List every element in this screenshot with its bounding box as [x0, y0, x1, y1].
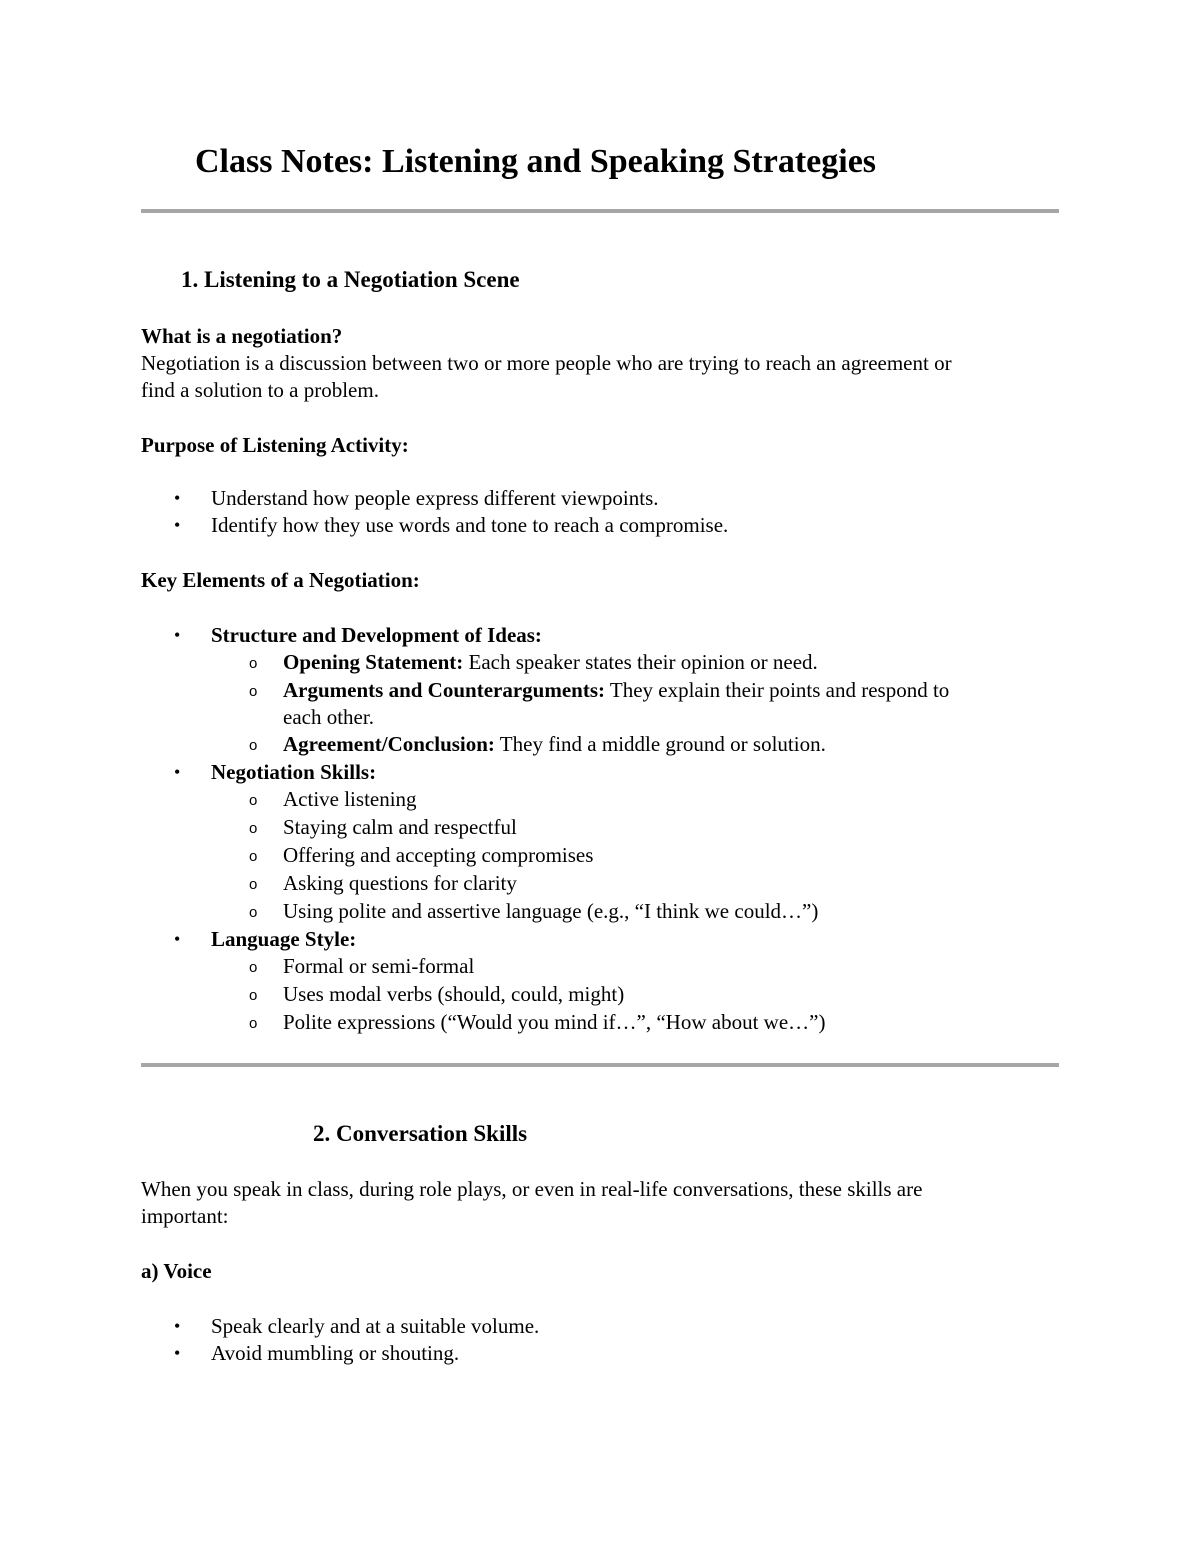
- horizontal-rule: [141, 1063, 1059, 1067]
- list-item: [283, 731, 826, 758]
- sub-bullet-icon: o: [249, 737, 258, 754]
- sub-bullet-icon: o: [249, 820, 258, 837]
- sub-bullet-icon: o: [249, 1015, 258, 1032]
- list-item: Active listening: [283, 787, 417, 811]
- definition-line: find a solution to a problem.: [141, 378, 379, 402]
- sub-bullet-icon: o: [249, 959, 258, 976]
- key-elements-label: Key Elements of a Negotiation:: [141, 568, 420, 592]
- section-heading-conversation: 2. Conversation Skills: [313, 1121, 528, 1146]
- list-item-continuation: each other.: [283, 705, 374, 729]
- section-heading-listening: 1. Listening to a Negotiation Scene: [181, 267, 520, 292]
- style-label: Language Style:: [211, 927, 357, 951]
- skills-label: Negotiation Skills:: [211, 760, 377, 784]
- definition-line: Negotiation is a discussion between two or more people who are trying to reach an agreement or: [141, 351, 952, 375]
- sub-bullet-icon: o: [249, 904, 258, 921]
- list-item: Staying calm and respectful: [283, 815, 517, 839]
- page-title: Class Notes: Listening and Speaking Strategies: [195, 143, 877, 180]
- list-item: Asking questions for clarity: [283, 871, 517, 895]
- bullet-icon: •: [174, 1343, 181, 1363]
- horizontal-rule: [141, 209, 1059, 213]
- what-is-negotiation-label: What is a negotiation?: [141, 324, 343, 348]
- purpose-label: Purpose of Listening Activity:: [141, 433, 409, 457]
- list-item: Uses modal verbs (should, could, might): [283, 982, 625, 1006]
- bullet-icon: •: [174, 515, 181, 535]
- bullet-icon: •: [174, 762, 181, 782]
- sub-bullet-icon: o: [249, 792, 258, 809]
- sub-bullet-icon: o: [249, 655, 258, 672]
- sub-bullet-icon: o: [249, 848, 258, 865]
- list-item: Polite expressions (“Would you mind if…”, “How about we…”): [283, 1010, 826, 1034]
- sub-bullet-icon: o: [249, 683, 258, 700]
- list-item: [283, 649, 818, 676]
- list-item: [283, 677, 949, 704]
- item-term: Arguments and Counterarguments:: [283, 678, 605, 702]
- item-text: They find a middle ground or solution.: [494, 732, 826, 756]
- intro-line: When you speak in class, during role plays, or even in real-life conversations, these skills are: [141, 1177, 923, 1201]
- item-text: They explain their points and respond to: [605, 678, 950, 702]
- list-item: Speak clearly and at a suitable volume.: [211, 1314, 540, 1338]
- list-item: Offering and accepting compromises: [283, 843, 594, 867]
- item-text: Each speaker states their opinion or need.: [463, 650, 818, 674]
- voice-label: a) Voice: [141, 1259, 212, 1283]
- bullet-icon: •: [174, 488, 181, 508]
- item-term: Opening Statement:: [283, 650, 464, 674]
- bullet-icon: •: [174, 1316, 181, 1336]
- bullet-icon: •: [174, 625, 181, 645]
- list-item: Understand how people express different viewpoints.: [211, 486, 659, 510]
- list-item: Identify how they use words and tone to reach a compromise.: [211, 513, 729, 537]
- sub-bullet-icon: o: [249, 987, 258, 1004]
- structure-label: Structure and Development of Ideas:: [211, 623, 542, 647]
- list-item: Avoid mumbling or shouting.: [211, 1341, 460, 1365]
- bullet-icon: •: [174, 929, 181, 949]
- intro-line: important:: [141, 1204, 229, 1228]
- item-term: Agreement/Conclusion:: [283, 732, 495, 756]
- sub-bullet-icon: o: [249, 876, 258, 893]
- list-item: Using polite and assertive language (e.g., “I think we could…”): [283, 899, 819, 923]
- list-item: Formal or semi-formal: [283, 954, 475, 978]
